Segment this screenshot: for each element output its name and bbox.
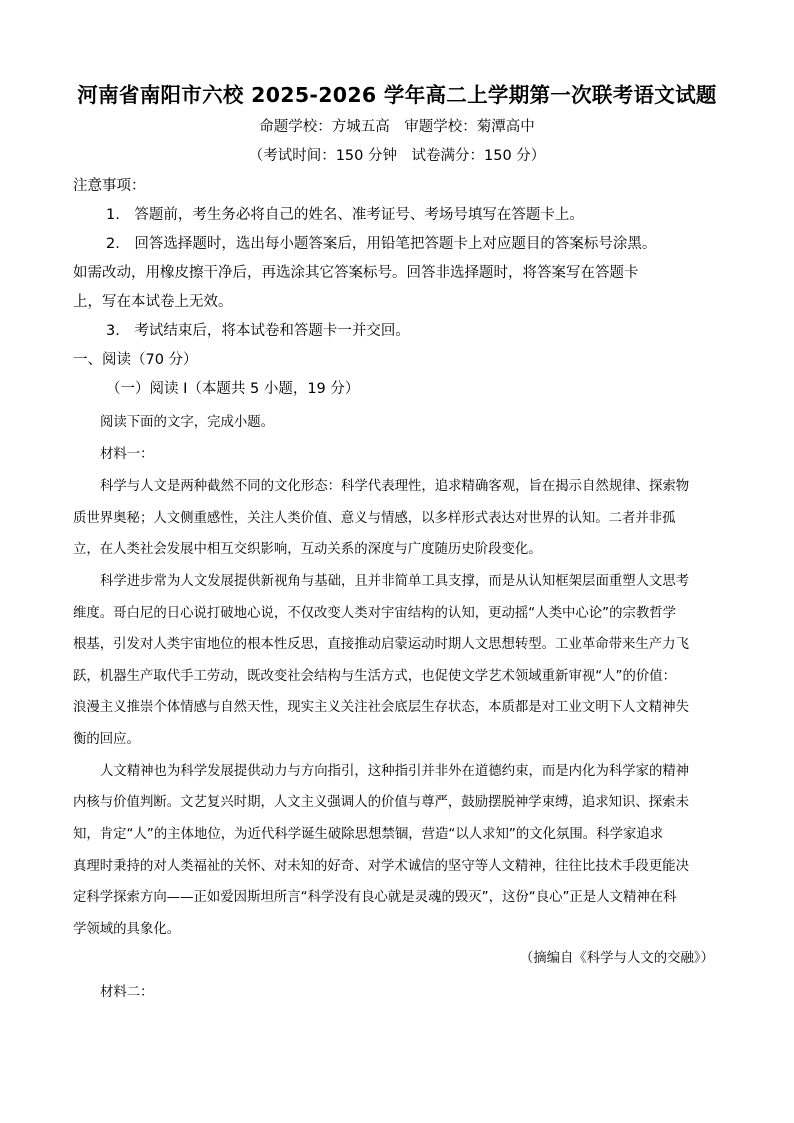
para-2-line-6: 衡的回应。 [73, 732, 140, 747]
note-item-2-line-1: 2. 回答选择题时，选出每小题答案后，用铅笔把答题卡上对应题目的答案标号涂黑。 [106, 236, 657, 252]
para-1-line-2: 质世界奥秘；人文侧重感性，关注人类价值、意义与情感，以多样形式表达对世界的认知。二者并非孤 [73, 511, 676, 526]
note-item-2-line-2: 如需改动，用橡皮擦干净后，再选涂其它答案标号。回答非选择题时，将答案写在答题卡 [73, 265, 639, 281]
notes-heading: 注意事项： [73, 178, 146, 194]
para-2-line-5: 浪漫主义推崇个体情感与自然天性，现实主义关注社会底层生存状态，本质都是对工业文明下人文精神失 [73, 700, 689, 715]
instruction: 阅读下面的文字，完成小题。 [100, 415, 275, 430]
section-heading: 一、阅读（70 分） [73, 352, 198, 368]
para-3-line-3: 知，肯定“人”的主体地位，为近代科学诞生破除思想禁锢，营造“以人求知”的文化氛围。科学家追求 [73, 827, 664, 842]
para-3-line-4: 真理时秉持的对人类福祉的关怀、对未知的好奇、对学术诚信的坚守等人文精神，往往比技术手段更能决 [73, 859, 689, 874]
para-2-line-2: 维度。哥白尼的日心说打破地心说，不仅改变人类对宇宙结构的认知，更动摇“人类中心论”的宗教哲学 [73, 606, 677, 621]
material-1-label: 材料一： [100, 447, 154, 462]
para-3-line-5: 定科学探索方向——正如爱因斯坦所言“科学没有良心就是灵魂的毁灭”，这份“良心”正是人文精神在科 [73, 890, 677, 905]
material-1-source: （摘编自《科学与人文的交融》） [519, 951, 714, 966]
exam-title: 河南省南阳市六校 2025-2026 学年高二上学期第一次联考语文试题 [77, 83, 717, 107]
para-1-line-1: 科学与人文是两种截然不同的文化形态：科学代表理性，追求精确客观，旨在揭示自然规律、探索物 [100, 479, 690, 494]
note-item-2-line-3: 上，写在本试卷上无效。 [73, 294, 233, 310]
para-2-line-3: 根基，引发对人类宇宙地位的根本性反思，直接推动启蒙运动时期人文思想转型。工业革命带来生产力飞 [73, 637, 689, 652]
section-subheading: （一）阅读 I（本题共 5 小题，19 分） [106, 381, 360, 397]
para-2-line-1: 科学进步常为人文发展提供新视角与基础，且并非简单工具支撑，而是从认知框架层面重塑人文思考 [100, 574, 690, 589]
para-2-line-4: 跃，机器生产取代手工劳动，既改变社会结构与生活方式，也促使文学艺术领域重新审视“人”的价值： [73, 669, 677, 684]
para-3-line-2: 内核与价值判断。文艺复兴时期，人文主义强调人的价值与尊严，鼓励摆脱神学束缚，追求知识、探索未 [73, 795, 689, 810]
para-1-line-3: 立，在人类社会发展中相互交织影响，互动关系的深度与广度随历史阶段变化。 [73, 542, 542, 557]
para-3-line-1: 人文精神也为科学发展提供动力与方向指引，这种指引并非外在道德约束，而是内化为科学家的精神 [100, 764, 690, 779]
note-item-3: 3. 考试结束后，将本试卷和答题卡一并交回。 [106, 323, 410, 339]
material-2-label: 材料二： [100, 985, 154, 1000]
note-item-1: 1. 答题前，考生务必将自己的姓名、准考证号、考场号填写在答题卡上。 [106, 207, 584, 223]
exam-info: （考试时间：150 分钟 试卷满分：150 分） [248, 148, 546, 164]
exam-schools: 命题学校：方城五高 审题学校：菊潭高中 [259, 119, 535, 135]
para-3-line-6: 学领域的具象化。 [73, 922, 181, 937]
